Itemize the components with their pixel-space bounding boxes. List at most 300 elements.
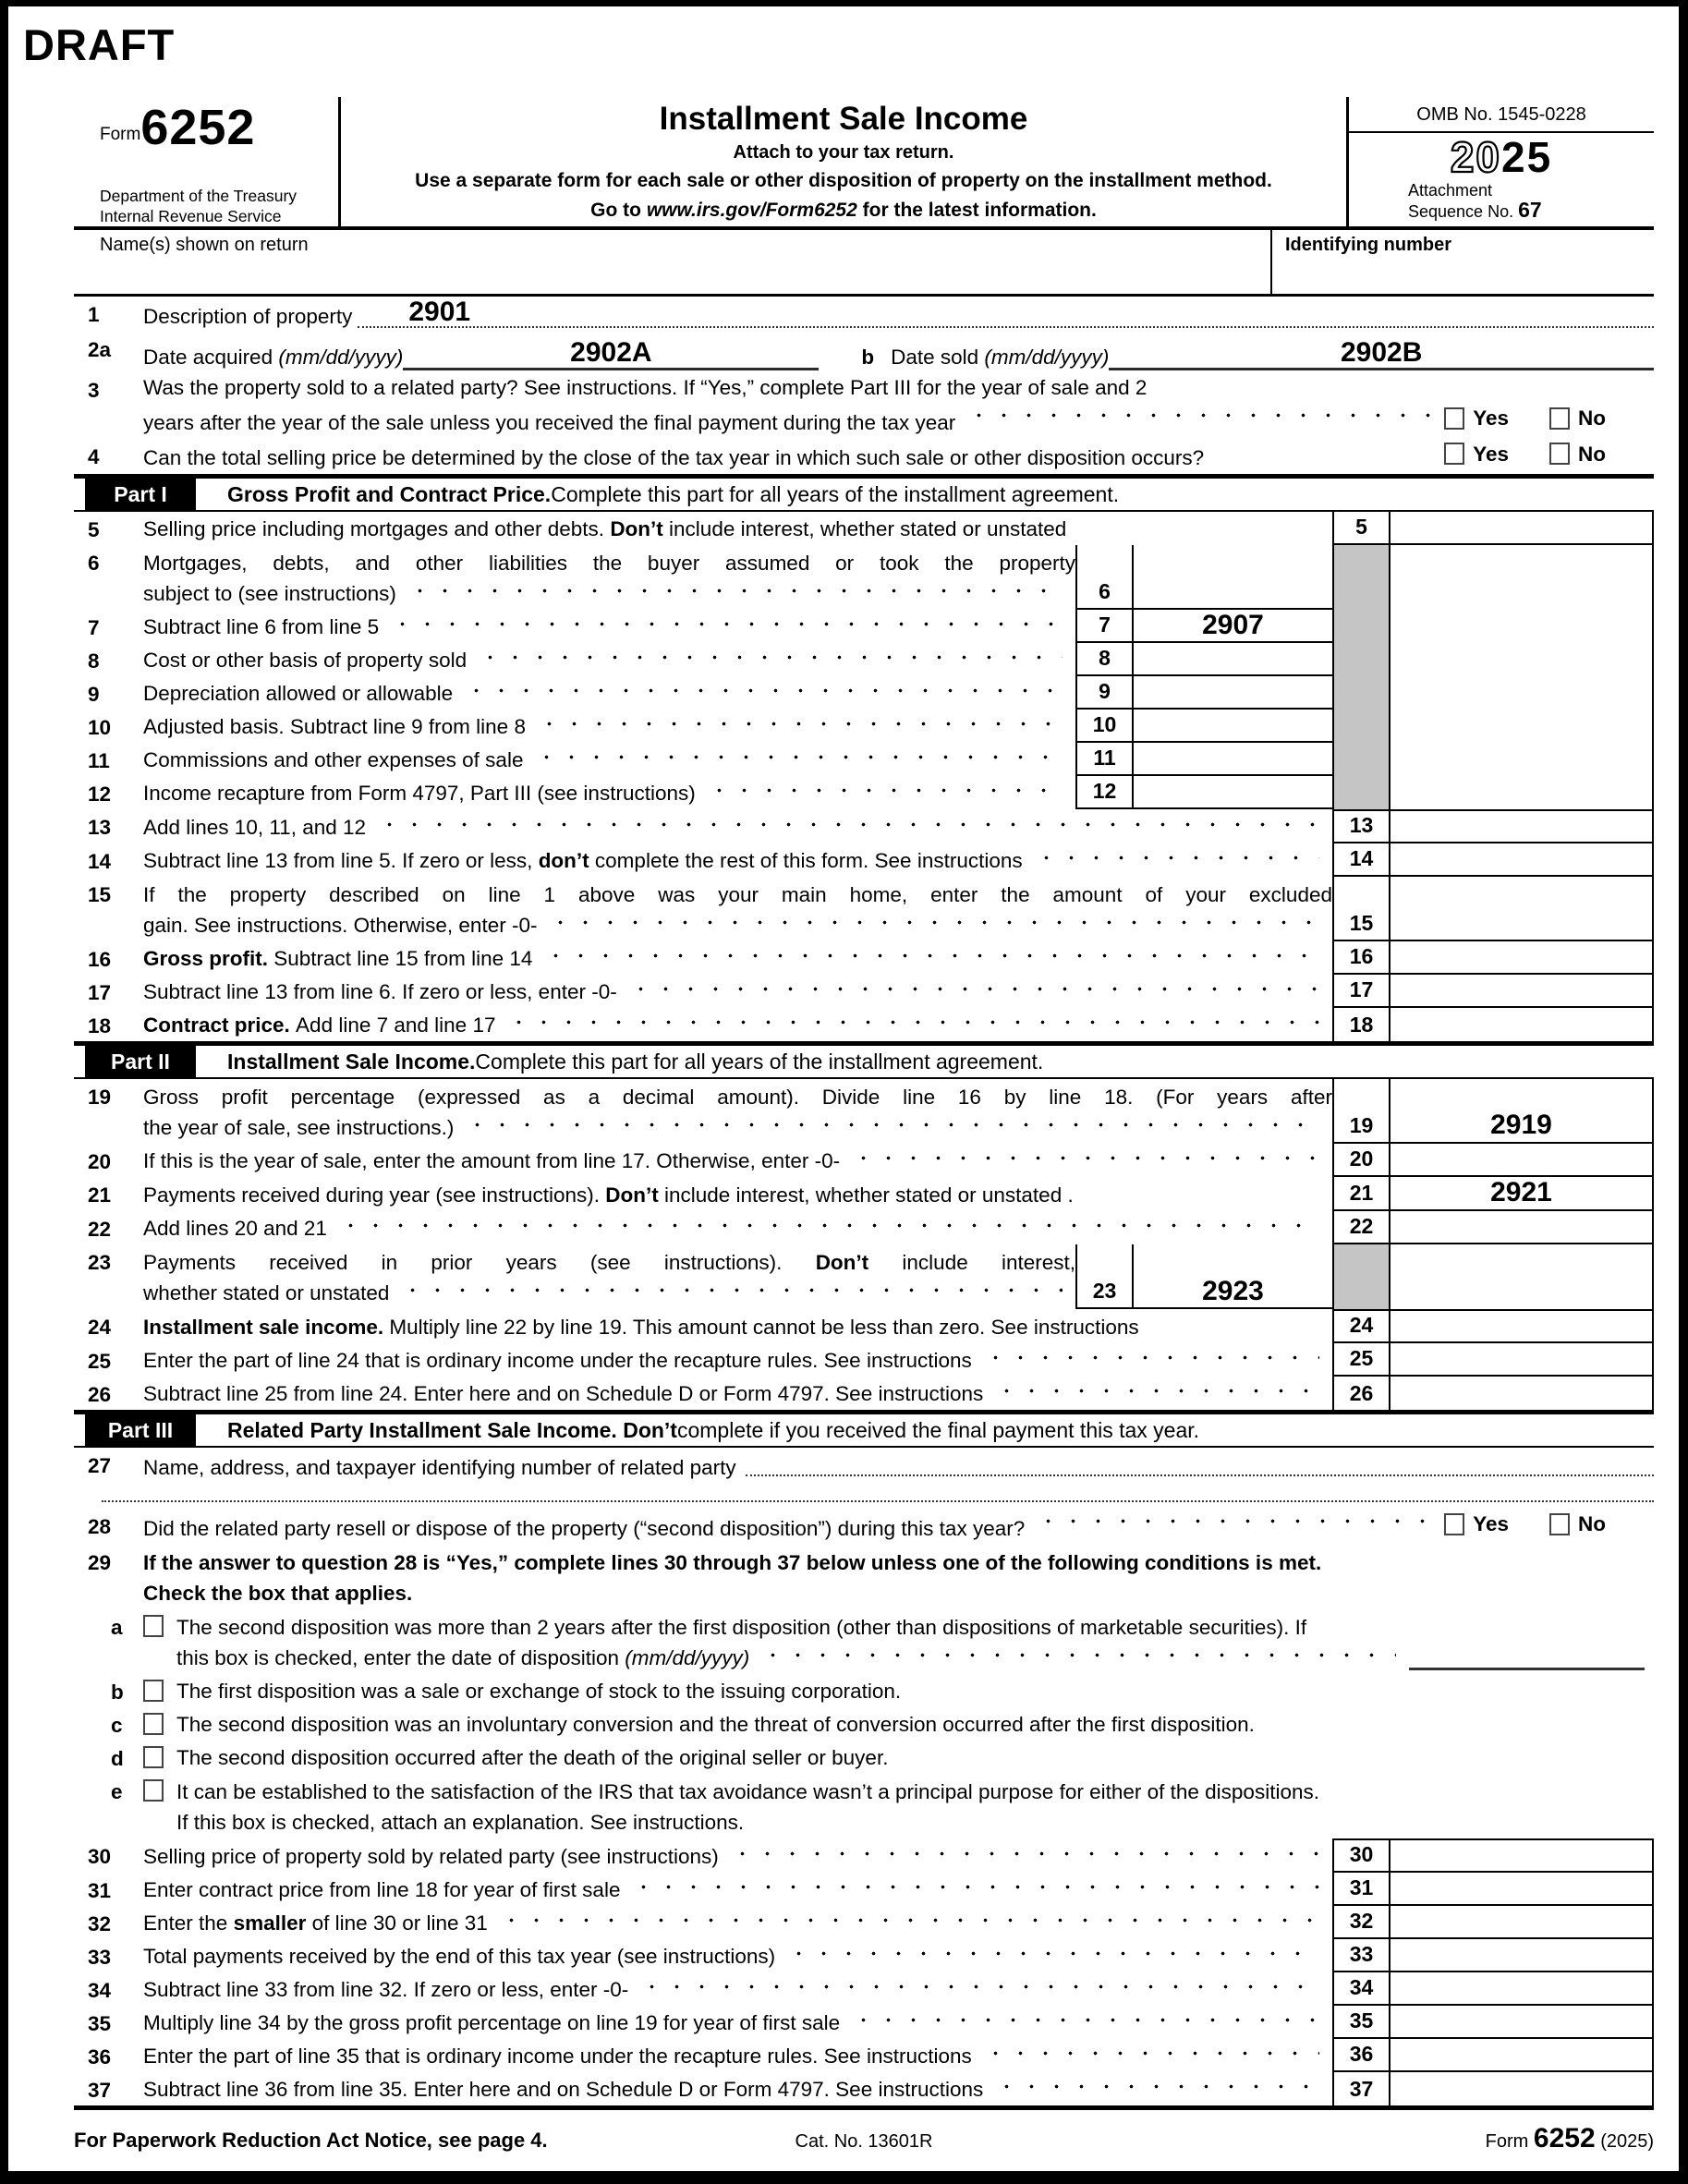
line-28-text-1 [143,1509,1654,1544]
line-6-text-2 [143,578,1075,609]
line-26-amount[interactable] [1390,1377,1654,1410]
line-text-segment: Payments received in prior years (see instructions). [143,1251,816,1274]
line-16-amount[interactable] [1390,941,1654,975]
form-line-13 [74,809,1654,843]
line-number: 6 [88,552,100,575]
condition-d-row [74,1741,1654,1774]
line-37-text-1 [143,2074,1332,2105]
line-22-text-1 [143,1213,1332,1244]
part-title-bold: Related Party Installment Sale Income. Don’t [227,1417,677,1442]
line-20-amount[interactable] [1390,1144,1654,1177]
line-text-segment: Subtract line 25 from line 24. Enter here and on Schedule D or Form 4797. See instructions [143,1382,984,1405]
line-text-segment: Depreciation allowed or allowable [143,682,454,705]
line-number: 28 [88,1515,112,1538]
line-number: 23 [88,1251,112,1274]
condition-c-checkbox[interactable] [143,1713,164,1735]
line-number: 29 [88,1550,112,1574]
line-3-no-checkbox[interactable] [1549,407,1570,430]
line-number: 17 [88,981,112,1004]
shaded-cell [1332,610,1390,643]
date-sold-field[interactable] [1109,338,1654,370]
condition-d-label [176,1741,1654,1774]
sequence-number [1408,200,1654,222]
line-9-amount[interactable] [1134,676,1332,710]
line-3-yes-no [1444,403,1654,433]
line-text [143,910,537,940]
line-4-no-checkbox[interactable] [1549,443,1570,465]
line-number: 32 [88,1911,112,1935]
form-line-14 [74,843,1654,877]
related-party-entry-line[interactable] [746,1474,1654,1476]
line-37-box: 37 [1332,2072,1390,2105]
empty-cell [1390,610,1654,643]
condition-a-checkbox[interactable] [143,1615,164,1637]
form-line-29 [74,1545,1654,1609]
related-party-entry-line-2[interactable] [102,1500,1654,1502]
title-block [338,97,1349,226]
form-line-11 [74,743,1654,776]
line-7-amount[interactable]: 2907 [1134,610,1332,643]
line-28-no-checkbox[interactable] [1549,1513,1570,1535]
line-35-text-1 [143,2008,1332,2038]
line-11-text-1 [143,745,1075,775]
line-text [143,778,696,808]
line-number: 14 [88,850,112,873]
line-23-text-2 [143,1278,1075,1308]
line-17-amount[interactable] [1390,975,1654,1008]
shaded-cell [1332,743,1390,776]
condition-e-row [74,1774,1654,1838]
line-26-box: 26 [1332,1377,1390,1410]
line-text-segment: Add lines 20 and 21 [143,1217,327,1240]
line-30-box: 30 [1332,1838,1390,1873]
line-text [143,1146,840,1176]
line-text-segment: Commissions and other expenses of sale [143,748,524,771]
line-text [143,977,617,1007]
description-of-property-field[interactable] [358,298,1654,328]
line-text-segment: Check the box that applies. [143,1581,413,1605]
form-line-36 [74,2039,1654,2072]
line-number: 20 [88,1150,112,1173]
line-19-text-2 [143,1112,1332,1143]
part-title [196,1414,1199,1446]
part-header-part-iii [74,1410,1654,1448]
line-number: 19 [88,1086,112,1109]
dot-leader [994,2074,1319,2105]
line-36-amount[interactable] [1390,2039,1654,2072]
line-21-label [143,1177,1332,1211]
line-text [143,578,396,609]
condition-text-segment: The first disposition was a sale or exchange of stock to the issuing corporation. [176,1679,902,1703]
form-line-30 [74,1838,1654,1873]
condition-b-label [176,1674,1654,1707]
line-text [143,1312,1139,1342]
attachment-label: Attachment [1408,181,1493,200]
part-title-bold: Installment Sale Income. [227,1049,476,1074]
condition-b-row [74,1674,1654,1707]
line-text [143,1112,454,1143]
line-31-text-1 [143,1875,1332,1905]
agency-line-2: Internal Revenue Service [100,207,282,225]
line-17-label [143,975,1332,1008]
line-24-amount[interactable] [1390,1309,1654,1343]
shaded-cell [1332,676,1390,710]
line-20-text-1 [143,1146,1332,1176]
identifying-number-field[interactable]: Identifying number [1270,230,1654,294]
line-text-segment: the year of sale, see instructions.) [143,1116,455,1139]
line-text [143,1278,389,1308]
line-23-amount[interactable]: 2923 [1134,1244,1332,1309]
line-text [143,443,1204,473]
dot-leader [338,1213,1319,1244]
line-25-box: 25 [1332,1343,1390,1377]
line-36-label [143,2039,1332,2072]
line-number: 26 [88,1383,112,1406]
line-25-label [143,1343,1332,1377]
line-number: 7 [88,616,100,639]
line-7-text-1 [143,612,1075,642]
line-text-segment: Add lines 10, 11, and 12 [143,816,367,839]
line-11-amount[interactable] [1134,743,1332,776]
line-21-text-1 [143,1180,1332,1210]
footer-form-word: Form [1485,2130,1534,2152]
line-13-box: 13 [1332,809,1390,843]
empty-cell [1390,743,1654,776]
line-text-segment: don’t [538,849,589,872]
shaded-cell [1332,545,1390,610]
line-10-label [143,710,1075,743]
line-text-segment: include interest, whether stated or unstated [662,517,1067,540]
line-20-label [143,1144,1332,1177]
line-text-segment: subject to (see instructions) [143,582,396,605]
line-16-box: 16 [1332,941,1390,975]
line-text [143,514,1066,544]
line-text [143,711,526,742]
condition-letter: d [111,1746,124,1770]
part-title [196,479,1119,510]
line-text [143,1180,1074,1210]
line-28-label [143,1509,1654,1545]
line-number: 12 [88,783,112,806]
dot-leader [994,1378,1319,1409]
line-text [143,943,532,974]
line-1-label: Description of property [143,305,353,328]
line-text [143,376,1147,399]
line-17-box: 17 [1332,975,1390,1008]
related-party-entry-row-2 [74,1483,1654,1509]
line-34-amount[interactable] [1390,1972,1654,2006]
line-number: 10 [88,716,112,739]
line-16-text-1 [143,943,1332,974]
line-35-box: 35 [1332,2006,1390,2039]
form-line-10 [74,710,1654,743]
line-text [143,552,1075,575]
form-number: 6252 [140,100,256,155]
line-23-box: 23 [1075,1244,1134,1309]
attach-instruction: Attach to your tax return. [733,142,954,163]
line-text-segment: Total payments received by the end of this tax year (see instructions) [143,1944,776,1968]
line-31-label [143,1873,1332,1906]
paperwork-notice: For Paperwork Reduction Act Notice, see page 4. [74,2128,548,2152]
form-line-33 [74,1939,1654,1972]
condition-text-line-2 [176,1643,1654,1673]
line-23-text-1 [143,1247,1075,1278]
line-19-amount[interactable]: 2919 [1390,1079,1654,1144]
goto-instruction [350,196,1337,224]
form-line-12 [74,776,1654,809]
line-14-box: 14 [1332,843,1390,877]
dot-leader [465,1112,1319,1143]
empty-cell [1390,545,1654,610]
line-number: 13 [88,816,112,839]
line-4-text-1 [143,439,1654,474]
line-35-amount[interactable] [1390,2006,1654,2039]
condition-b-checkbox[interactable] [143,1680,164,1702]
line-12-box: 12 [1075,776,1134,809]
goto-prefix: Go to [590,200,647,221]
dot-leader [983,1345,1319,1376]
line-text-segment: whether stated or unstated [143,1281,390,1304]
line-18-amount[interactable] [1390,1008,1654,1041]
year-bold: 25 [1501,133,1553,181]
part-title-rest: complete if you received the final payment this tax year. [676,1417,1200,1442]
dot-leader [851,1146,1319,1176]
dot-leader [499,1908,1319,1938]
condition-e-checkbox[interactable] [143,1779,164,1802]
condition-c-row [74,1707,1654,1741]
line-14-amount[interactable] [1390,843,1654,877]
dot-leader [377,812,1319,843]
line-text-segment: complete the rest of this form. See instructions [589,849,1023,872]
line-33-label [143,1939,1332,1972]
line-10-text-1 [143,711,1075,742]
line-4-yes-checkbox[interactable] [1444,443,1464,465]
line-text [143,812,366,843]
separate-form-instruction: Use a separate form for each sale or other disposition of property on the installment method. [415,170,1272,191]
line-text-segment: Installment sale income. [143,1316,390,1339]
line-3-yes-checkbox[interactable] [1444,407,1464,430]
form-line-28 [74,1509,1654,1545]
line-32-label [143,1906,1332,1939]
yes-label: Yes [1473,406,1509,430]
line-text-segment: Mortgages, debts, and other liabilities the buyer assumed or took the property [143,552,1075,575]
dot-leader [464,678,1063,709]
line-3-text-2 [143,403,1654,438]
dot-leader [390,612,1063,642]
form-line-35 [74,2006,1654,2039]
condition-text-segment: It can be established to the satisfaction of the IRS that tax avoidance wasn’t a principal purpose for either of the dispositions. [176,1779,1319,1803]
dot-leader [400,1278,1063,1308]
dot-leader [537,711,1063,742]
form-line-19 [74,1079,1654,1144]
line-text-segment: Enter the part of line 35 that is ordinary income under the recapture rules. See instructions [143,2044,972,2068]
line-22-label [143,1211,1332,1244]
dot-leader [548,910,1319,940]
line-text [143,2074,983,2105]
line-25-amount[interactable] [1390,1343,1654,1377]
form-line-6 [74,545,1654,610]
line-number: 4 [88,444,100,468]
taxpayer-row [74,230,1654,297]
line-number: 22 [88,1218,112,1241]
line-number: b [861,346,875,369]
line-37-label [143,2072,1332,2105]
dot-leader [983,2041,1319,2071]
form-line-1 [74,297,1654,332]
line-text-segment: smaller [233,1911,307,1935]
line-22-amount[interactable] [1390,1211,1654,1244]
line-13-amount[interactable] [1390,809,1654,843]
line-17-text-1 [143,977,1332,1007]
line-text [143,883,1332,906]
line-12-amount[interactable] [1134,776,1332,809]
dot-leader [1036,1509,1431,1544]
dot-leader [534,745,1063,775]
line-text-segment: Gross profit. [143,947,274,970]
condition-letter: a [111,1615,123,1639]
condition-a-label [176,1609,1654,1674]
line-5-label [143,512,1332,545]
line-text-segment: Adjusted basis. Subtract line 9 from line 8 [143,715,526,738]
line-number: 25 [88,1350,112,1373]
names-field[interactable]: Name(s) shown on return [100,235,309,255]
form-line-8 [74,643,1654,676]
date-sold-label [891,342,1109,372]
no-label: No [1578,442,1606,466]
line-text-segment: Gross profit percentage (expressed as a decimal amount). Divide line 16 by line 18. (For years after [143,1086,1332,1109]
dot-leader [478,645,1063,675]
draft-watermark: DRAFT [23,20,176,69]
line-30-amount[interactable] [1390,1838,1654,1873]
line-text [143,1875,620,1905]
form-line-24 [74,1309,1654,1343]
line-text-segment: Was the property sold to a related party? See instructions. If “Yes,” complete Part III for the year of sale and 2 [143,376,1148,399]
condition-d-checkbox[interactable] [143,1746,164,1768]
line-text-segment: of line 30 or line 31 [306,1911,488,1935]
condition-letter: e [111,1779,123,1803]
line-number: 18 [88,1014,112,1037]
line-text-segment: Payments received during year (see instructions). [143,1183,606,1207]
line-12-label [143,776,1075,809]
line-15-amount[interactable] [1390,877,1654,941]
line-6-amount[interactable] [1134,545,1332,610]
dot-leader [631,1875,1319,1905]
line-34-label [143,1972,1332,2006]
form-line-16 [74,941,1654,975]
line-21-amount[interactable]: 2921 [1390,1177,1654,1211]
line-35-label [143,2006,1332,2039]
yes-label: Yes [1473,442,1509,466]
line-27-label: Name, address, and taxpayer identifying number of related party [143,1456,736,1479]
line-33-amount[interactable] [1390,1939,1654,1972]
condition-text-segment: this box is checked, enter the date of disposition [176,1645,625,1669]
line-19-box: 19 [1332,1079,1390,1144]
condition-text-line-1 [176,1777,1654,1807]
form-line-15 [74,877,1654,941]
line-number: 1 [88,303,100,326]
catalog-number: Cat. No. 13601R [795,2130,933,2152]
line-number: 15 [88,883,112,906]
dot-leader [1034,845,1319,876]
form-body [74,297,1654,2105]
empty-cell [1390,643,1654,676]
line-text-segment: If the answer to question 28 is “Yes,” complete lines 30 through 37 below unless one of the following conditions is met. [143,1550,1322,1574]
line-text [143,1213,327,1244]
line-text-segment: Don’t [815,1251,869,1274]
line-text [143,407,955,438]
line-8-amount[interactable] [1134,643,1332,676]
date-of-disposition-field[interactable] [1409,1652,1645,1670]
page-footer [74,2110,1654,2154]
line-28-yes-no [1444,1509,1654,1539]
line-18-box: 18 [1332,1008,1390,1041]
line-number: 35 [88,2011,112,2035]
form-word: Form [100,125,141,144]
form-line-37 [74,2072,1654,2105]
line-26-label [143,1377,1332,1410]
line-3-label [143,372,1654,439]
line-text-segment: Enter contract price from line 18 for year of first sale [143,1877,621,1901]
condition-text-segment: The second disposition was more than 2 years after the first disposition (other than dispositions of marketable securities). If [176,1615,1307,1639]
line-37-amount[interactable] [1390,2072,1654,2105]
line-text-segment: Don’t [605,1183,659,1207]
line-31-box: 31 [1332,1873,1390,1906]
form-line-23 [74,1244,1654,1309]
line-text [143,745,523,775]
form-title: Installment Sale Income [659,101,1028,137]
line-text-segment: Enter the [143,1911,234,1935]
irs-url[interactable]: www.irs.gov/Form6252 [646,200,857,221]
line-text-segment: Income recapture from Form 4797, Part III (see instructions) [143,782,696,805]
line-29-label [143,1545,1654,1609]
form-line-27 [74,1448,1654,1483]
line-4-label [143,439,1654,475]
line-16-label [143,941,1332,975]
line-text [143,1010,495,1040]
line-13-label [143,809,1332,843]
dot-leader [730,1841,1319,1872]
line-19-label [143,1079,1332,1144]
line-text-segment: Can the total selling price be determined by the close of the tax year in which such sale or other disposition occurs? [143,446,1205,469]
line-text-segment: Enter the part of line 24 that is ordinary income under the recapture rules. See instructions [143,1349,972,1372]
date-acquired-value: 2902A [570,337,652,368]
condition-text-line-1 [176,1742,1654,1773]
date-acquired-field[interactable] [403,338,819,370]
line-31-amount[interactable] [1390,1873,1654,1906]
line-6-label [143,545,1075,610]
footer-form-id [933,2123,1655,2154]
dot-leader [407,578,1063,609]
line-14-label [143,843,1332,877]
shaded-cell [1332,643,1390,676]
condition-a-row [74,1609,1654,1674]
line-32-amount[interactable] [1390,1906,1654,1939]
line-28-yes-checkbox[interactable] [1444,1513,1464,1535]
line-number: 24 [88,1316,112,1339]
condition-text-segment: The second disposition occurred after the death of the original seller or buyer. [176,1745,889,1769]
line-5-box: 5 [1332,512,1390,545]
form-line-32 [74,1906,1654,1939]
line-text [143,2008,840,2038]
line-text-segment: include interest, [868,1251,1076,1274]
line-text-segment: Subtract line 36 from line 35. Enter here and on Schedule D or Form 4797. See instructions [143,2077,984,2101]
line-10-amount[interactable] [1134,710,1332,743]
year-outline: 20 [1450,133,1501,181]
line-8-label [143,643,1075,676]
line-5-amount[interactable] [1390,512,1654,545]
line-number: 3 [88,379,100,402]
form-line-9 [74,676,1654,710]
